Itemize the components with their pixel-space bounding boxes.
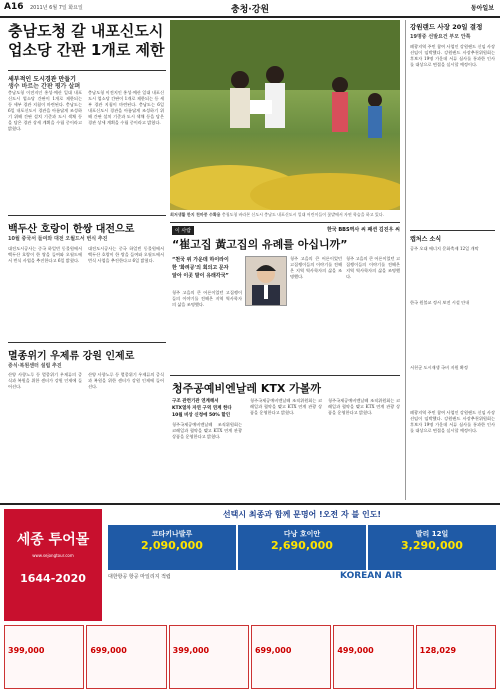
news2-subhead: 구조 관련기관 연계해서	[172, 399, 219, 404]
right-body: 폐광지역 주민 참여 사업인 강원랜드 신임 사장 선임이 임박했다. 강원랜드 사장추천위원회는 후보자 19명 가운데 서류 심사를 통과한 인사를 대상으로 면접을 실시할 예정이다.	[410, 44, 495, 67]
ad-cell	[333, 625, 413, 689]
ad-company: 세종 투어몰	[16, 532, 90, 548]
story2-subhead: 증식·복원센터 설립 추진	[8, 363, 62, 369]
lead-photo	[170, 20, 400, 210]
lead-headline	[8, 22, 168, 60]
divider	[410, 230, 495, 231]
ad-cell-price: 499,000	[337, 646, 374, 655]
ad-cell-price: 699,000	[254, 646, 292, 655]
news2-body-col1: 청주국제공예비엔날레 조직위원회는 코레일과 협약을 맺고 KTX 연계 관광 상품을 운영한다고 밝혔다.	[172, 422, 242, 439]
lead-body-col2: 충남도청 이전지인 홍성·예산 일대 내포신도시 업소당 간판이 1개로 제한되는 등 세부 경관 지침이 마련된다. 충남도는 6일 내포신도시 경관을 아름답게 조성하기 위해 간판 설치 기준과 도시 색채 등을 담은 경관 상세 계획을 수립 중이라고 밝혔다.	[88, 90, 164, 125]
divider	[170, 222, 400, 223]
divider	[8, 70, 166, 71]
ad-cell-price: 399,000	[8, 646, 45, 655]
portrait-photo	[245, 256, 287, 306]
ad-cell	[4, 625, 84, 689]
news2-body-col3: 청주국제공예비엔날레 조직위원회는 코레일과 협약을 맺고 KTX 연계 관광 상품을 운영한다고 밝혔다.	[328, 398, 400, 415]
lead-headline-line1: 충남도청 갈 내포신도시	[8, 22, 164, 40]
offer-card	[368, 525, 496, 570]
ad-cell-price: 128,029	[419, 646, 457, 655]
ad-cell	[86, 625, 166, 689]
story1-body-col1: 대전도시공사는 중국 하얼빈 동물원에서 백두산 호랑이 한 쌍을 들여와 오월드에서 번식 사업을 추진한다고 6일 밝혔다.	[8, 246, 82, 263]
right-subhead: 19명중 선발요건 부모 안쪽	[410, 34, 471, 40]
ad-offers	[108, 525, 496, 570]
ad-phone: 1644-2020	[20, 572, 86, 585]
person-portrait-icon	[246, 257, 286, 305]
story1-body-col2: 대전도시공사는 중국 하얼빈 동물원에서 백두산 호랑이 한 쌍을 들여와 오월드에서 번식 사업을 추진한다고 6일 밝혔다.	[88, 246, 164, 263]
briefs-title: 캡처스 소식	[410, 236, 442, 243]
ad-cell	[416, 625, 496, 689]
lead-subhead-2: 생수 바르는 간판 평가 살펴	[8, 83, 81, 90]
photo-caption	[170, 212, 400, 218]
news2-body-col2: 청주국제공예비엔날레 조직위원회는 코레일과 협약을 맺고 KTX 연계 관광 상품을 운영한다고 밝혔다.	[250, 398, 322, 415]
story1-headline: 백두산 호랑이 한쌍 대전으로	[8, 224, 135, 235]
ad-cell-price: 399,000	[172, 646, 210, 655]
divider	[8, 342, 166, 343]
news2-subhead: 10월 비상 신청에 50% 할인	[172, 413, 231, 418]
feature-body-col1: 청주 고을의 큰 어른이었던 고집쟁이들의 이야기를 전해온 지역 역사학자의 삶을 조명했다.	[172, 290, 242, 307]
ad-cell-price: 699,000	[90, 646, 127, 655]
story2-body-col2: 산양 사향노루 등 멸종위기 우제류의 증식과 복원을 위한 센터가 강원 인제에 들어선다.	[88, 372, 164, 389]
offer-price: 2,090,000	[141, 539, 203, 552]
feature-headline: “崔고집 黃고집의 유례를 아십니까”	[172, 238, 348, 251]
newspaper-brand: 동아일보	[470, 5, 494, 12]
pullquote-line: “천국 위 가운데 하이라이	[172, 257, 229, 263]
feature-body-col2: 청주 고을의 큰 어른이었던 고집쟁이들의 이야기를 전해온 지역 역사학자의 삶을 조명했다.	[290, 256, 342, 279]
lead-headline-line2: 업소당 간판 1개로 제한	[8, 41, 165, 59]
feature-tag: 이 사람	[172, 226, 194, 235]
brief-item: 한국 원불교 정서 보전 시설 안내	[410, 300, 470, 305]
children-in-field-image	[170, 20, 400, 210]
offer-card	[108, 525, 236, 570]
page-number: A16	[4, 2, 24, 12]
ad-brand-box	[4, 509, 102, 621]
story2-headline: 멸종위기 우제류 강원 인제로	[8, 351, 135, 362]
story1-subhead: 10월 중국서 들여와 대전 오월드서 번식 추진	[8, 236, 108, 242]
offer-price: 3,290,000	[401, 539, 463, 552]
offer-destination: 발리 12일	[415, 530, 449, 538]
pullquote-line: 한 '화려공'의 회의고 문자	[172, 265, 229, 271]
offer-destination: 코타키나발루	[151, 530, 193, 538]
ad-cell	[251, 625, 331, 689]
ad-cell	[169, 625, 249, 689]
photo-caption-body: 충청도청 바라본 신도시 충남도 내포신도시 일대 어린이들이 꽃밭에서 자연 학습을 하고 있다.	[221, 212, 384, 217]
offer-destination: 다낭 호이안	[283, 530, 321, 538]
news2-subhead: KTX열차 자연 구역 연계 한다	[172, 406, 232, 411]
airline-logo: KOREAN AIR	[340, 571, 403, 581]
lead-subhead: 세부적인 도시경관 만들기	[8, 76, 76, 83]
ad-grid	[4, 625, 496, 689]
divider	[170, 375, 400, 376]
section-title: 충청·강원	[230, 5, 270, 15]
feature-pullquote	[172, 256, 242, 280]
issue-date: 2011년 6월 7일 화요일	[30, 5, 83, 11]
offer-card	[238, 525, 366, 570]
news2-subheads	[172, 398, 242, 419]
ad-website: www.sejongtour.com	[32, 553, 74, 558]
lead-body-col1: 충남도청 이전지인 홍성·예산 일대 내포신도시 업소당 간판이 1개로 제한되는 등 세부 경관 지침이 마련된다. 충남도는 6일 내포신도시 경관을 아름답게 조성하기 위해 간판 설치 기준과 도시 색채 등을 담은 경관 상세 계획을 수립 중이라고 밝혔다.	[8, 90, 82, 131]
photo-caption-title: 최저생활 한지 천마풍 수확용	[170, 212, 221, 217]
ad-strip: 대한항공 항공 마일리지 적립	[108, 574, 171, 580]
pullquote-line: 알아 이곳 말이 유래각국”	[172, 273, 229, 279]
news2-headline: 청주공예비엔날레 KTX 가볼까	[172, 382, 322, 395]
column-divider	[405, 20, 406, 500]
brief-item: 서천군 도시재생 국비 지원 확정	[410, 365, 468, 370]
feature-body-col3: 청주 고을의 큰 어른이었던 고집쟁이들의 이야기를 전해온 지역 역사학자의 삶을 조명했다.	[346, 256, 400, 279]
right-title: 강원랜드 사장 20일 결정	[410, 23, 483, 31]
brief-item: 공주 오대 에너지 문화축제 12일 개막	[410, 246, 479, 251]
offer-price: 2,690,000	[271, 539, 333, 552]
ad-banner: 선택시 최종과 함께 문명어 !오전 자 블 인도!	[222, 510, 382, 519]
feature-kicker: 한국 BBS역사 씨 패션 김진우 씨	[326, 227, 400, 233]
page-header	[0, 0, 500, 18]
story2-body-col1: 산양 사향노루 등 멸종위기 우제류의 증식과 복원을 위한 센터가 강원 인제에 들어선다.	[8, 372, 82, 389]
right-body-continued: 폐광지역 주민 참여 사업인 강원랜드 신임 사장 선임이 임박했다. 강원랜드 사장추천위원회는 후보자 19명 가운데 서류 심사를 통과한 인사를 대상으로 면접을 실시할 예정이다.	[410, 410, 495, 433]
divider	[8, 215, 166, 216]
advertisement	[0, 503, 500, 693]
